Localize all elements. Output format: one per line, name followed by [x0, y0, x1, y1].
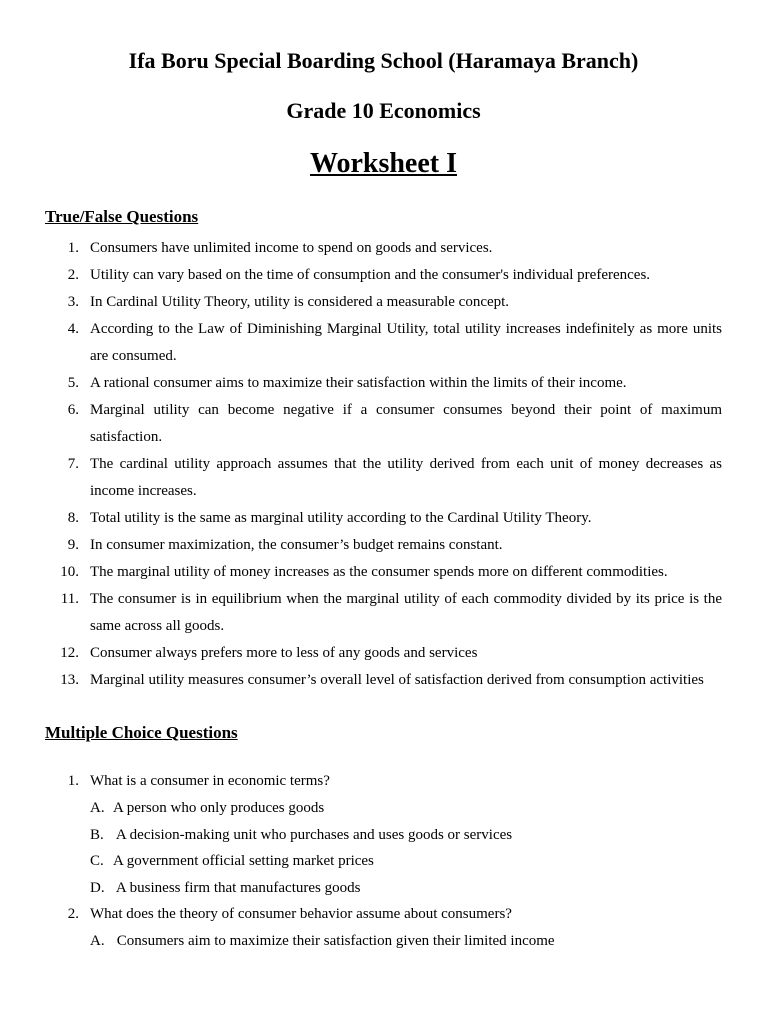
- item-text: The marginal utility of money increases as the consumer spends more on different commodities.: [90, 564, 668, 580]
- option-letter: A.: [90, 933, 105, 949]
- item-text: In Cardinal Utility Theory, utility is considered a measurable concept.: [90, 294, 510, 310]
- question-number: 2.: [67, 906, 79, 922]
- true-false-item: [45, 451, 722, 505]
- option-text: A business firm that manufactures goods: [113, 879, 361, 896]
- item-number: 10.: [60, 564, 79, 580]
- mc-option: [45, 875, 722, 902]
- true-false-item: [45, 262, 722, 289]
- true-false-heading: True/False Questions: [45, 207, 199, 226]
- mc-option: [45, 928, 722, 955]
- true-false-item: [45, 370, 722, 397]
- item-number: 6.: [67, 402, 79, 418]
- item-text: Consumers have unlimited income to spend on goods and services.: [90, 240, 493, 256]
- item-number: 9.: [67, 537, 79, 553]
- option-letter: A.: [90, 800, 105, 816]
- mc-option: [45, 848, 722, 875]
- true-false-item: [45, 586, 722, 640]
- option-text: A person who only produces goods: [113, 800, 325, 816]
- item-text: Utility can vary based on the time of consumption and the consumer's individual preferences.: [90, 267, 651, 283]
- true-false-item: [45, 316, 722, 370]
- option-letter: B.: [90, 826, 104, 843]
- true-false-item: [45, 505, 722, 532]
- true-false-item: [45, 667, 722, 694]
- true-false-item: [45, 397, 722, 451]
- item-text: In consumer maximization, the consumer’s budget remains constant.: [90, 537, 503, 553]
- option-letter: C.: [90, 853, 104, 869]
- item-number: 3.: [67, 294, 79, 310]
- option-text: A decision-making unit who purchases and uses goods or services: [113, 826, 513, 843]
- question-text: What does the theory of consumer behavior assume about consumers?: [90, 906, 512, 922]
- true-false-item: [45, 559, 722, 586]
- mc-option: [45, 822, 722, 849]
- option-text: Consumers aim to maximize their satisfaction given their limited income: [113, 933, 555, 949]
- item-number: 12.: [60, 645, 79, 661]
- item-number: 13.: [60, 672, 79, 688]
- worksheet-title: Worksheet I: [310, 148, 457, 179]
- multiple-choice-heading: Multiple Choice Questions: [45, 723, 238, 742]
- true-false-item: [45, 532, 722, 559]
- grade-title: Grade 10 Economics: [286, 98, 481, 123]
- question-text: What is a consumer in economic terms?: [90, 773, 330, 789]
- school-title: Ifa Boru Special Boarding School (Haramaya Branch): [128, 48, 639, 73]
- item-text: A rational consumer aims to maximize their satisfaction within the limits of their income.: [90, 375, 627, 391]
- item-text: Consumer always prefers more to less of any goods and services: [90, 645, 478, 661]
- item-number: 7.: [67, 456, 79, 472]
- item-number: 4.: [67, 321, 79, 337]
- true-false-item: [45, 289, 722, 316]
- true-false-item: [45, 235, 722, 262]
- mc-question: [45, 768, 722, 795]
- item-text: According to the Law of Diminishing Marginal Utility, total utility increases indefinitely as more units are consumed.: [90, 321, 722, 364]
- true-false-item: [45, 640, 722, 667]
- true-false-list: [45, 235, 722, 694]
- item-number: 11.: [60, 591, 79, 607]
- item-text: The consumer is in equilibrium when the marginal utility of each commodity divided by its price is the same across all goods.: [90, 591, 722, 634]
- item-text: Total utility is the same as marginal utility according to the Cardinal Utility Theory.: [90, 510, 592, 526]
- mc-option: [45, 795, 722, 822]
- item-number: 8.: [67, 510, 79, 526]
- question-number: 1.: [67, 773, 79, 789]
- option-text: A government official setting market prices: [113, 853, 374, 869]
- item-number: 1.: [67, 240, 79, 256]
- item-text: Marginal utility can become negative if a consumer consumes beyond their point of maximum satisfaction.: [90, 402, 722, 445]
- item-text: Marginal utility measures consumer’s overall level of satisfaction derived from consumption activities: [90, 672, 704, 688]
- mc-question: [45, 901, 722, 928]
- item-number: 5.: [67, 375, 79, 391]
- item-text: The cardinal utility approach assumes that the utility derived from each unit of money decreases as income increases.: [90, 456, 722, 499]
- item-number: 2.: [67, 267, 79, 283]
- option-letter: D.: [90, 879, 105, 896]
- multiple-choice-list: [45, 768, 722, 955]
